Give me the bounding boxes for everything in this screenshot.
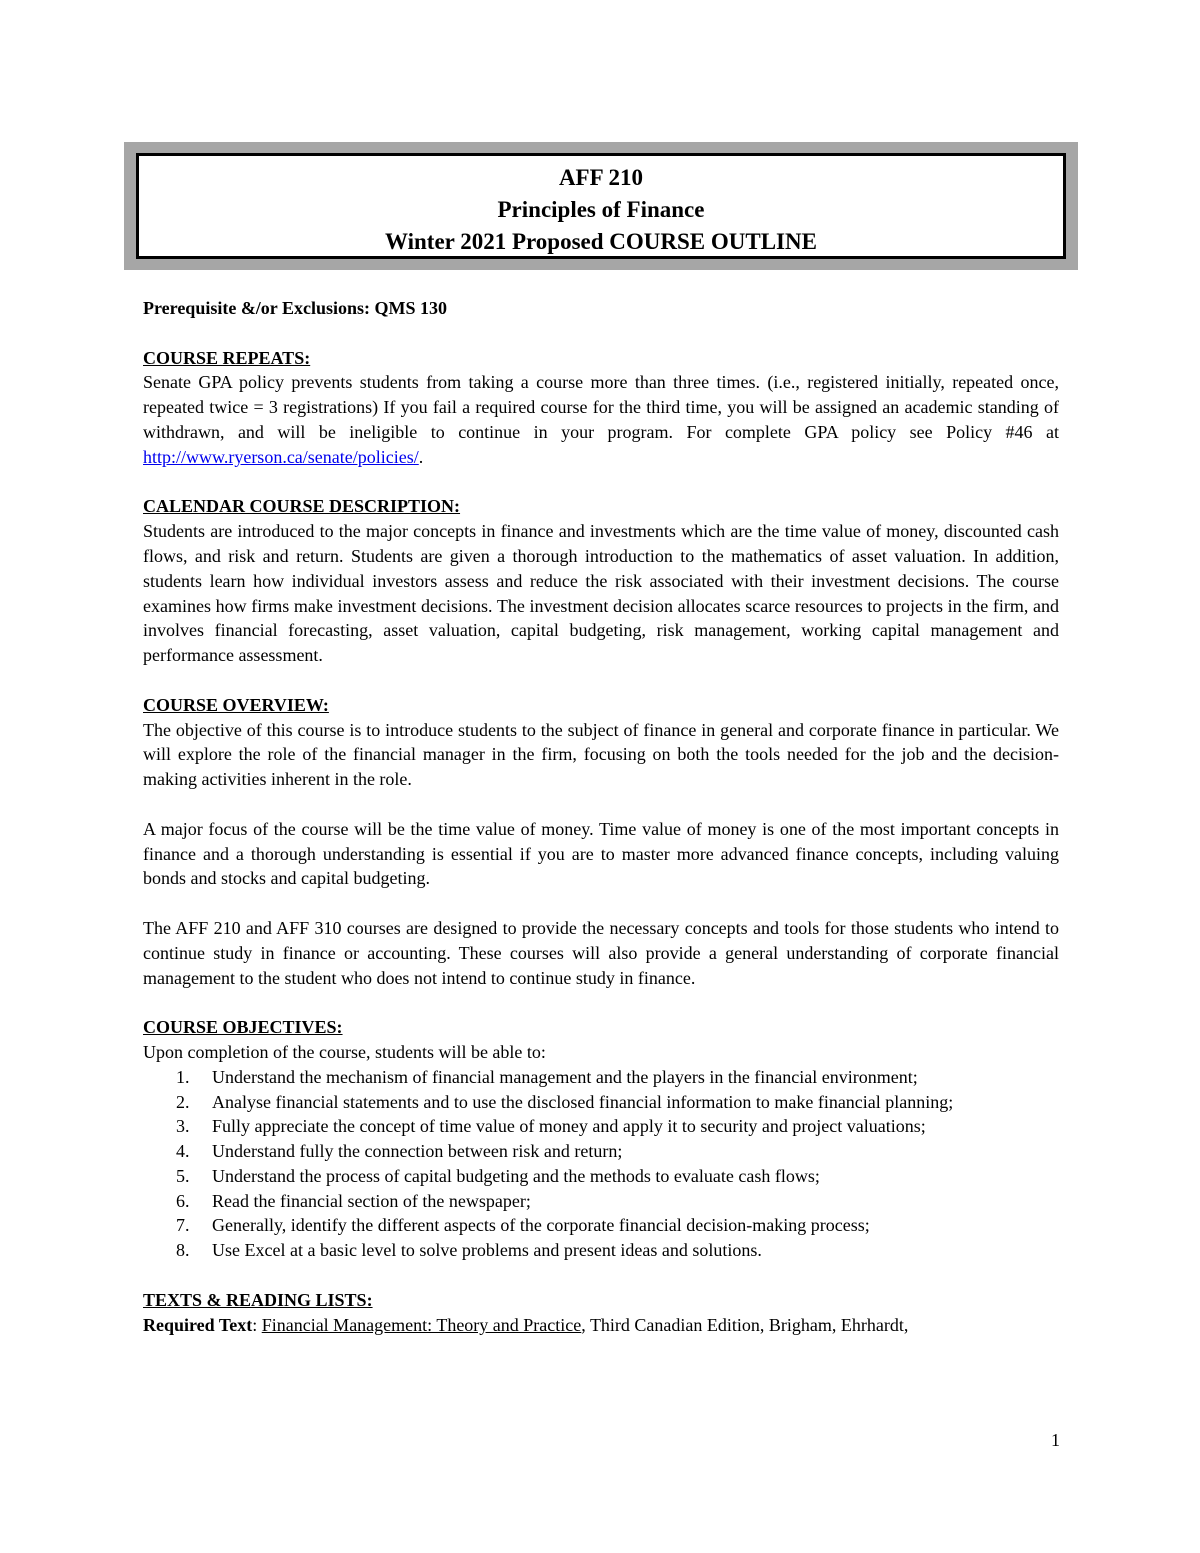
list-item bbox=[143, 1139, 1059, 1164]
list-item bbox=[143, 1238, 1059, 1263]
page-number: 1 bbox=[1051, 1430, 1060, 1450]
outline-title: Winter 2021 Proposed COURSE OUTLINE bbox=[385, 229, 817, 254]
course-repeats-heading: COURSE REPEATS: bbox=[143, 347, 311, 368]
list-item-text: Use Excel at a basic level to solve problems and present ideas and solutions. bbox=[212, 1240, 762, 1261]
list-item-text: Generally, identify the different aspects of the corporate financial decision-making process; bbox=[212, 1215, 870, 1236]
list-item bbox=[143, 1213, 1059, 1238]
list-item-number: 7. bbox=[176, 1215, 190, 1236]
objectives-intro: Upon completion of the course, students will be able to: bbox=[143, 1041, 546, 1062]
calendar-description-text: Students are introduced to the major concepts in finance and investments which are the time value of money, discounted cash flows, and risk and return. Students are given a thorough introduction to the mathematics of asset valuation. In addition, students learn how individual investors assess and reduce the risk associated with their investment decisions. The course examines how firms make investment decisions. The investment decision allocates scarce resources to projects in the firm, and involves financial forecasting, asset valuation, capital budgeting, risk management, working capital management and performance assessment. bbox=[143, 521, 1059, 666]
list-item bbox=[143, 1090, 1059, 1115]
list-item-text: Understand the mechanism of financial management and the players in the financial environment; bbox=[212, 1066, 918, 1087]
required-text-label: Required Text bbox=[143, 1314, 253, 1335]
list-item-number: 4. bbox=[176, 1141, 190, 1162]
title-box-inner bbox=[136, 153, 1066, 259]
list-item bbox=[143, 1114, 1059, 1139]
list-item-number: 5. bbox=[176, 1165, 190, 1186]
book-title: Financial Management: Theory and Practice bbox=[261, 1314, 582, 1335]
course-code: AFF 210 bbox=[558, 165, 644, 190]
list-item-text: Fully appreciate the concept of time value of money and apply it to security and project valuations; bbox=[212, 1116, 926, 1137]
list-item-text: Read the financial section of the newspaper; bbox=[212, 1190, 531, 1211]
course-objectives-heading: COURSE OBJECTIVES: bbox=[143, 1017, 343, 1038]
list-item-text: Understand the process of capital budgeting and the methods to evaluate cash flows; bbox=[212, 1165, 820, 1186]
prerequisite-line: Prerequisite &/or Exclusions: QMS 130 bbox=[143, 298, 447, 318]
texts-reading-heading: TEXTS & READING LISTS: bbox=[143, 1289, 373, 1310]
required-text-line bbox=[143, 1313, 1059, 1338]
overview-paragraph-2: A major focus of the course will be the time value of money. Time value of money is one of the most important concepts in finance and a thorough understanding is essential if you are to master more advanced finance concepts, including valuing bonds and stocks and capital budgeting. bbox=[143, 818, 1059, 889]
list-item-number: 6. bbox=[176, 1190, 190, 1211]
senate-policies-link[interactable]: http://www.ryerson.ca/senate/policies/ bbox=[143, 446, 419, 467]
overview-paragraph-1: The objective of this course is to introduce students to the subject of finance in general and corporate finance in particular. We will explore the role of the financial manager in the firm, focusing on both the tools needed for the job and the decision-making activities inherent in the role. bbox=[143, 719, 1059, 790]
course-repeats-body: Senate GPA policy prevents students from taking a course more than three times. (i.e., registered initially, repeated once, repeated twice = 3 registrations) If you fail a required course for the third time, you will be assigned an academic standing of withdrawn, and will be ineligible to continue in your program. For complete GPA policy see Policy #46 at bbox=[143, 372, 1059, 442]
title-box bbox=[124, 142, 1078, 270]
list-item bbox=[143, 1065, 1059, 1090]
list-item bbox=[143, 1189, 1059, 1214]
objectives-list bbox=[143, 1065, 1059, 1263]
document-body bbox=[143, 296, 1059, 1337]
list-item bbox=[143, 1164, 1059, 1189]
list-item-text: Understand fully the connection between risk and return; bbox=[212, 1141, 623, 1162]
required-text-colon: : bbox=[252, 1314, 262, 1335]
list-item-number: 2. bbox=[176, 1091, 190, 1112]
course-name: Principles of Finance bbox=[497, 197, 705, 222]
list-item-number: 1. bbox=[176, 1066, 190, 1087]
calendar-description-heading: CALENDAR COURSE DESCRIPTION: bbox=[143, 496, 461, 517]
list-item-text: Analyse financial statements and to use the disclosed financial information to make financial planning; bbox=[212, 1091, 954, 1112]
list-item-number: 8. bbox=[176, 1240, 190, 1261]
list-item-number: 3. bbox=[176, 1116, 190, 1137]
course-repeats-end: . bbox=[418, 446, 424, 467]
overview-paragraph-3: The AFF 210 and AFF 310 courses are designed to provide the necessary concepts and tools for those students who intend to continue study in finance or accounting. These courses will also provide a general understanding of corporate financial management to the student who does not intend to continue study in finance. bbox=[143, 917, 1059, 988]
course-repeats-text bbox=[143, 370, 1059, 469]
course-overview-heading: COURSE OVERVIEW: bbox=[143, 694, 329, 715]
book-details: , Third Canadian Edition, Brigham, Ehrhardt, bbox=[581, 1314, 909, 1335]
